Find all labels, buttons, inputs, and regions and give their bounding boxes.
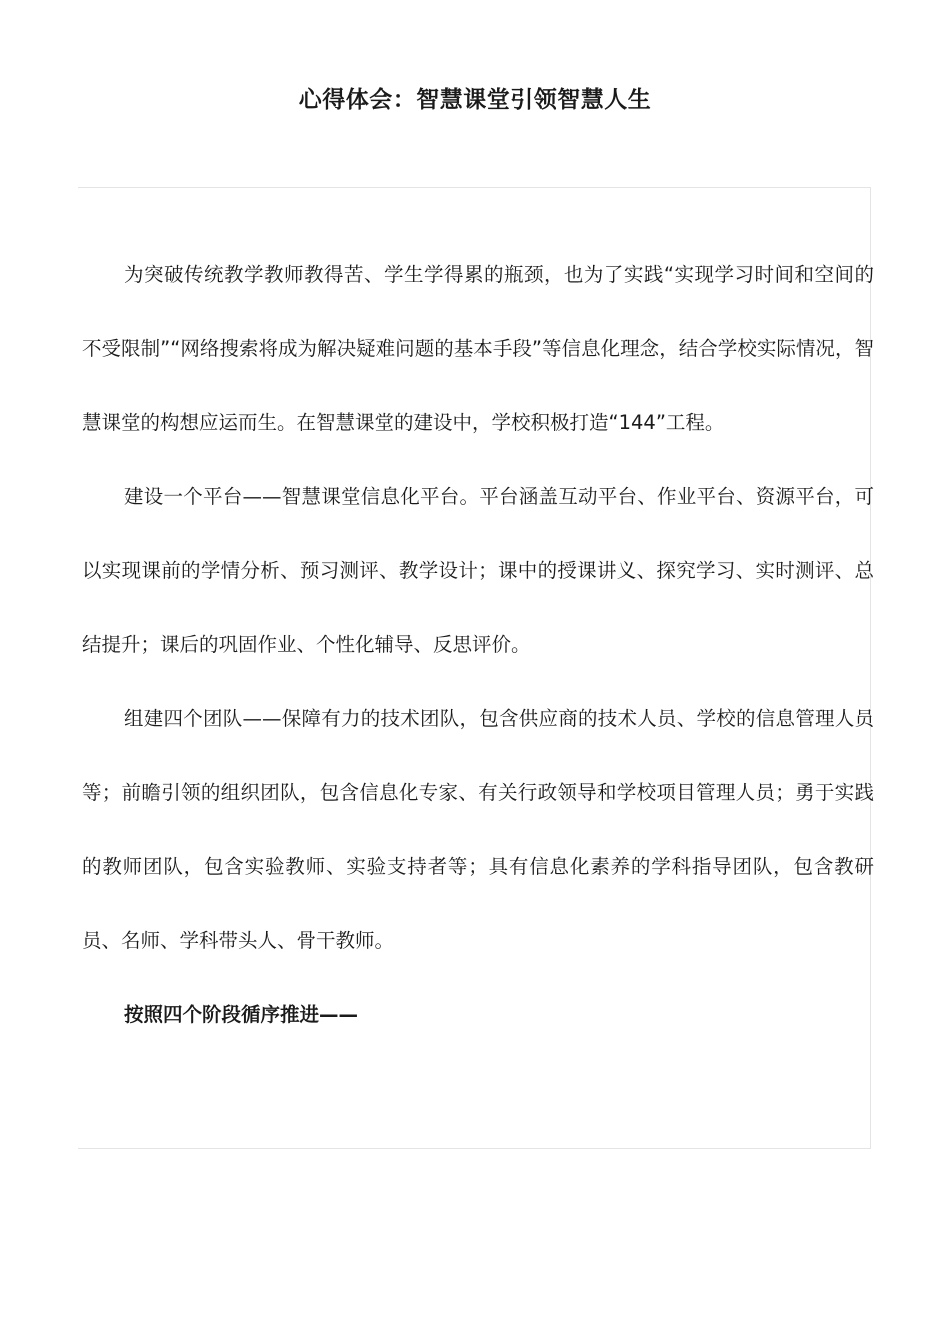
document-body xyxy=(82,238,874,1052)
paragraph-teams: 组建四个团队——保障有力的技术团队，包含供应商的技术人员、学校的信息管理人员等；前瞻引领的组织团队，包含信息化专家、有关行政领导和学校项目管理人员；勇于实践的教师团队，包含实验教师、实验支持者等；具有信息化素养的学科指导团队，包含教研员、名师、学科带头人、骨干教师。 xyxy=(82,707,874,952)
paragraph-intro: 为突破传统教学教师教得苦、学生学得累的瓶颈，也为了实践“实现学习时间和空间的不受限制”“网络搜索将成为解决疑难问题的基本手段”等信息化理念，结合学校实际情况，智慧课堂的构想应运而生。在智慧课堂的建设中，学校积极打造“144”工程。 xyxy=(82,263,874,434)
paragraph-stages-heading: 按照四个阶段循序推进—— xyxy=(124,1003,359,1026)
document-title: 心得体会：智慧课堂引领智慧人生 xyxy=(298,87,652,113)
paragraph-platform: 建设一个平台——智慧课堂信息化平台。平台涵盖互动平台、作业平台、资源平台，可以实现课前的学情分析、预习测评、教学设计；课中的授课讲义、探究学习、实时测评、总结提升；课后的巩固作业、个性化辅导、反思评价。 xyxy=(82,485,874,656)
